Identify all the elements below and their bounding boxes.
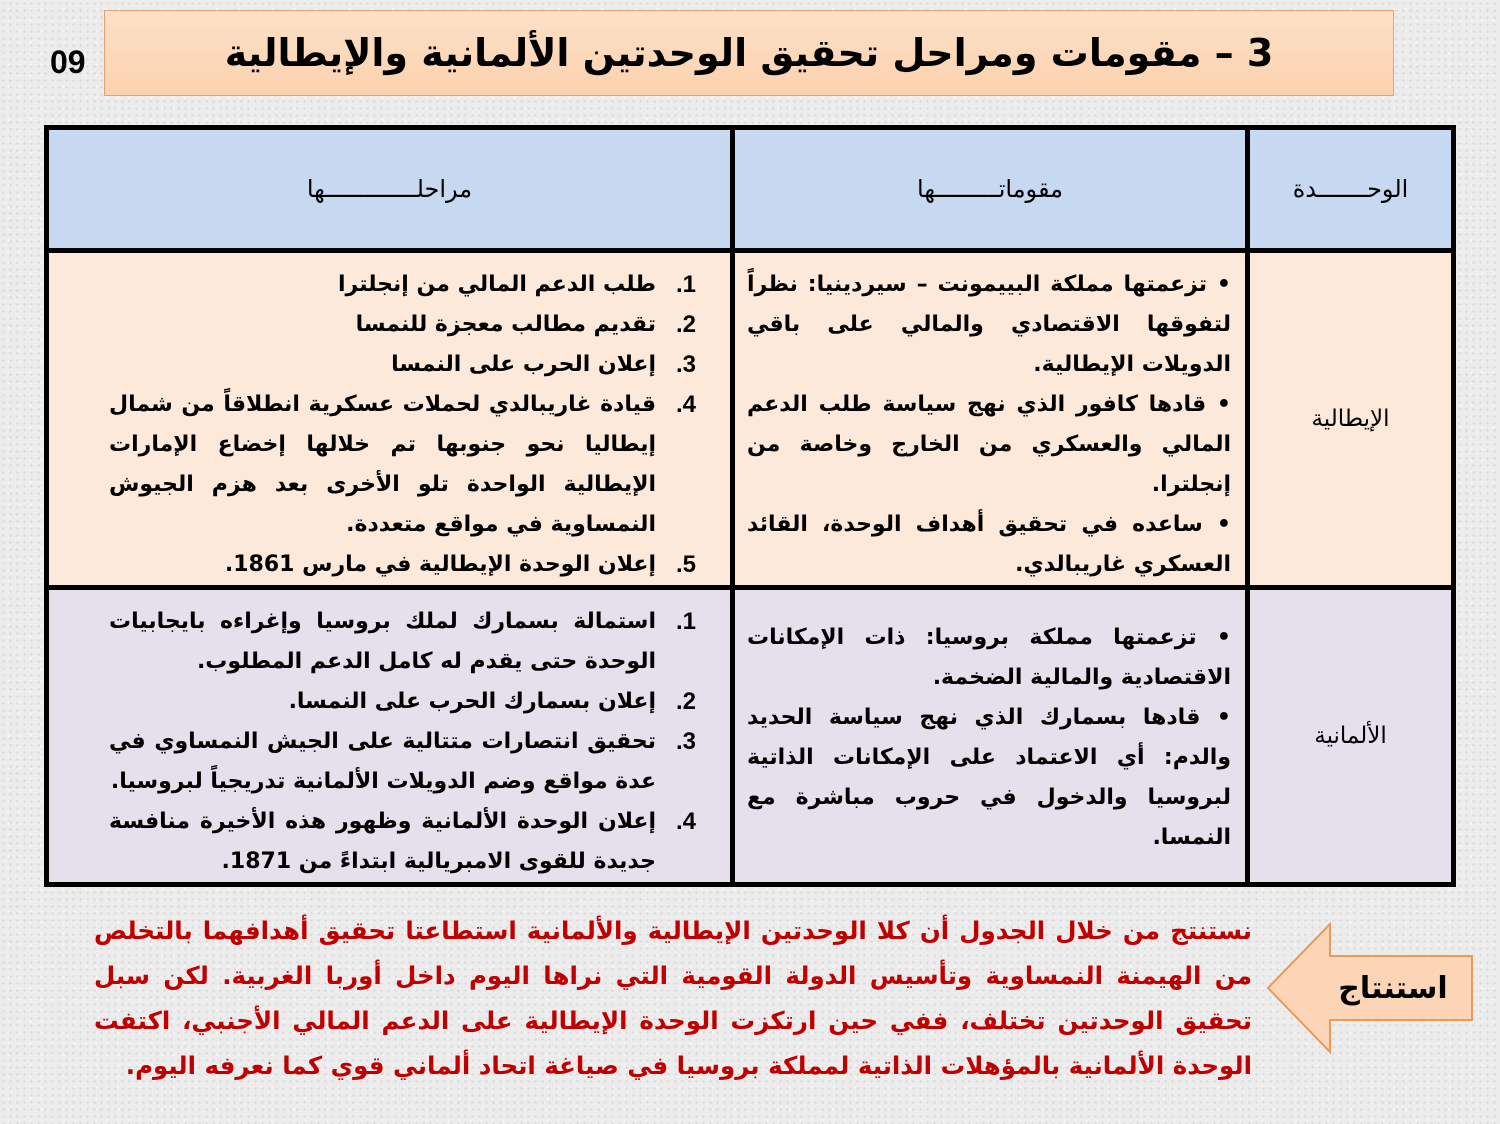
stage-item	[109, 602, 716, 682]
stage-item	[109, 682, 716, 722]
stages-cell-italy	[47, 251, 733, 588]
pillar-item: • ساعده في تحقيق أهداف الوحدة، القائد العسكري غاريبالدي.	[747, 512, 1231, 577]
stage-text: قيادة غاريبالدي لحملات عسكرية انطلاقاً من شمال إيطاليا نحو جنوبها تم خلالها إخضاع الإمارات الإيطالية الواحدة تلو الأخرى بعد هزم الجيوش النمساوية في مواقع متعددة.	[109, 392, 656, 537]
header-stages: مراحلـــــــــــــها	[47, 128, 733, 251]
unity-name-italy: الإيطالية	[1248, 251, 1454, 588]
stage-text: تحقيق انتصارات متتالية على الجيش النمساوي في عدة مواقع وضم الدويلات الألمانية تدريجياً لبروسيا.	[109, 729, 656, 794]
stage-item	[109, 265, 716, 305]
stage-number: 3.	[675, 351, 697, 378]
stage-text: إعلان الحرب على النمسا	[391, 352, 656, 377]
stage-number: 2.	[675, 311, 697, 338]
unity-name-germany: الألمانية	[1248, 588, 1454, 885]
stage-item	[109, 345, 716, 385]
stage-text: إعلان الوحدة الإيطالية في مارس 1861.	[224, 552, 656, 577]
stage-item	[109, 802, 716, 882]
stage-number: 4.	[675, 808, 697, 835]
stages-cell-germany	[47, 588, 733, 885]
table-header-row	[47, 128, 1454, 251]
pillar-item: • تزعمتها مملكة بروسيا: ذات الإمكانات الاقتصادية والمالية الضخمة.	[747, 625, 1231, 690]
table-row-germany	[47, 588, 1454, 885]
stage-text: تقديم مطالب معجزة للنمسا	[355, 312, 656, 337]
table-row-italy	[47, 251, 1454, 588]
stage-number: 4.	[675, 391, 697, 418]
stage-text: إعلان بسمارك الحرب على النمسا.	[288, 689, 656, 714]
header-pillars: مقوماتـــــــــها	[733, 128, 1248, 251]
stage-number: 5.	[675, 551, 697, 578]
stage-item	[109, 385, 716, 545]
stage-number: 3.	[675, 728, 697, 755]
stage-text: استمالة بسمارك لملك بروسيا وإغراءه بايجابيات الوحدة حتى يقدم له كامل الدعم المطلوب.	[109, 609, 656, 674]
stage-item	[109, 305, 716, 345]
header-unity: الوحـــــــدة	[1248, 128, 1454, 251]
stage-text: طلب الدعم المالي من إنجلترا	[337, 272, 656, 297]
stage-number: 1.	[675, 608, 697, 635]
stage-number: 2.	[675, 688, 697, 715]
pillar-item: • تزعمتها مملكة البييمونت – سيردينيا: نظراً لتفوقها الاقتصادي والمالي على باقي الدويلات الإيطالية.	[747, 272, 1231, 377]
stage-item	[109, 545, 716, 585]
pillar-item: • قادها بسمارك الذي نهج سياسة الحديد والدم: أي الاعتماد على الإمكانات الذاتية لبروسيا والدخول في حروب مباشرة مع النمسا.	[747, 705, 1231, 850]
title-banner	[104, 10, 1394, 96]
stage-item	[109, 722, 716, 802]
pillars-cell-italy	[733, 251, 1248, 588]
stage-text: إعلان الوحدة الألمانية وظهور هذه الأخيرة منافسة جديدة للقوى الامبريالية ابتداءً من 1871.	[109, 809, 656, 874]
page-title: 3 – مقومات ومراحل تحقيق الوحدتين الألمانية والإيطالية	[224, 31, 1274, 75]
conclusion-label: استنتاج	[1338, 970, 1448, 1006]
pillar-item: • قادها كافور الذي نهج سياسة طلب الدعم المالي والعسكري من الخارج وخاصة من إنجلترا.	[747, 392, 1231, 497]
page-number: 09	[50, 44, 86, 80]
conclusion-text: نستنتج من خلال الجدول أن كلا الوحدتين الإيطالية والألمانية استطاعتا تحقيق أهدافهما بالتخلص من الهيمنة النمساوية وتأسيس الدولة القومية التي نراها اليوم داخل أوربا الغربية. لكن سبل تحقيق الوحدتين تختلف، ففي حين ارتكزت الوحدة الإيطالية على الدعم المالي الأجنبي، اكتفت الوحدة الألمانية بالمؤهلات الذاتية لمملكة بروسيا في صياغة اتحاد ألماني قوي كما نعرفه اليوم.	[94, 916, 1252, 1080]
unification-table	[44, 125, 1456, 887]
stage-number: 1.	[675, 271, 697, 298]
pillars-cell-germany	[733, 588, 1248, 885]
